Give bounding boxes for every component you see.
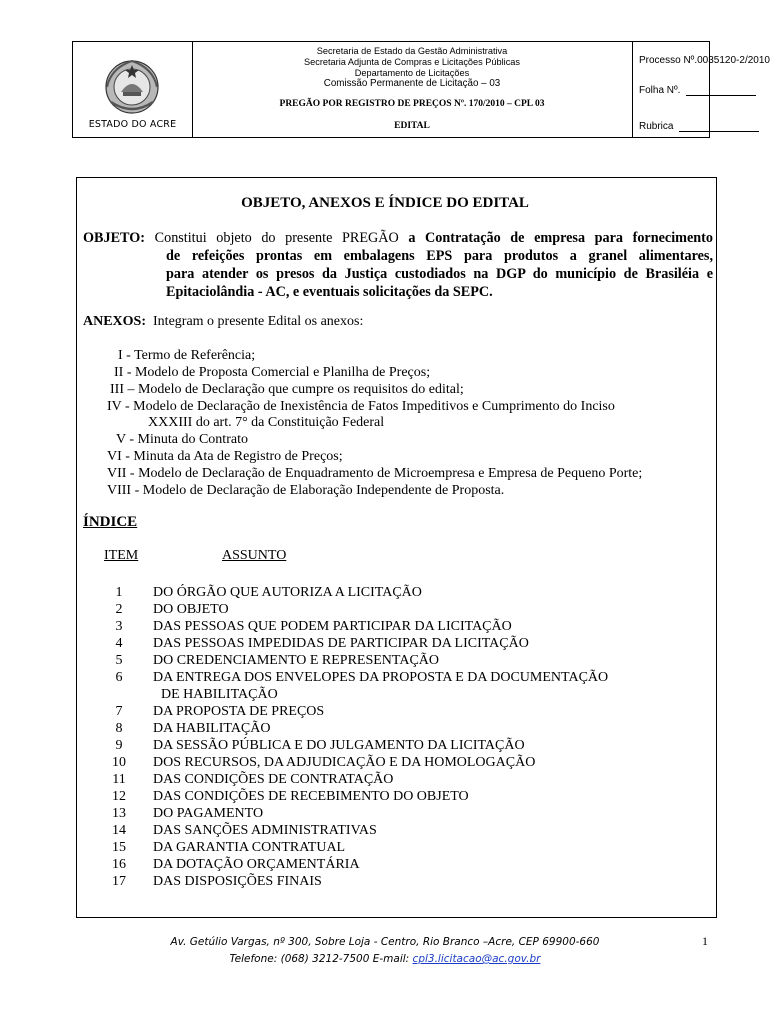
index-item-subject: DO PAGAMENTO xyxy=(153,806,264,821)
anexos-text: Integram o presente Edital os anexos: xyxy=(153,314,364,329)
state-name: ESTADO DO ACRE xyxy=(88,119,177,130)
index-item-subject: DO OBJETO xyxy=(153,602,229,617)
folha-field xyxy=(639,85,756,96)
annex-item: II - Modelo de Proposta Comercial e Planilha de Preços; xyxy=(114,365,431,380)
objeto-line-4: Epitaciolândia - AC, e eventuais solicitações da SEPC. xyxy=(166,284,493,300)
indice-heading: ÍNDICE xyxy=(83,514,138,530)
rubrica-field xyxy=(639,121,759,132)
edital-label: EDITAL xyxy=(394,121,430,131)
annex-item-continuation: XXXIII do art. 7° da Constituição Federal xyxy=(148,415,385,430)
index-item-subject: DE HABILITAÇÃO xyxy=(161,687,278,702)
header-logo-cell xyxy=(73,42,193,137)
index-item-subject: DAS SANÇÕES ADMINISTRATIVAS xyxy=(153,823,377,838)
processo-number: Processo Nº.0035120-2/2010 xyxy=(639,55,770,66)
org-line-3: Departamento de Licitações xyxy=(354,68,470,78)
index-item-subject: DA ENTREGA DOS ENVELOPES DA PROPOSTA E DA DOCUMENTAÇÃO xyxy=(153,670,609,685)
index-item-subject: DA HABILITAÇÃO xyxy=(153,721,271,736)
index-item-number: 1 xyxy=(115,585,123,600)
index-item-subject: DA PROPOSTA DE PREÇOS xyxy=(153,704,325,719)
index-item-subject: DA DOTAÇÃO ORÇAMENTÁRIA xyxy=(153,857,360,872)
rubrica-label: Rubrica xyxy=(639,121,674,132)
rubrica-blank xyxy=(679,122,759,132)
index-item-number: 7 xyxy=(115,704,123,719)
annex-item: VII - Modelo de Declaração de Enquadramento de Microempresa e Empresa de Pequeno Porte; xyxy=(107,466,643,481)
index-item-number: 4 xyxy=(115,636,123,651)
footer-contact xyxy=(0,951,770,968)
index-item-number: 12 xyxy=(112,789,126,804)
index-item-number: 11 xyxy=(112,772,126,787)
anexos-label: ANEXOS: xyxy=(83,314,147,329)
annex-item: III – Modelo de Declaração que cumpre os requisitos do edital; xyxy=(110,382,464,397)
footer-phone: Telefone: (068) 3212-7500 E-mail: xyxy=(229,953,410,965)
header-right-cell xyxy=(632,42,770,137)
index-item-number: 9 xyxy=(115,738,123,753)
footer-address: Av. Getúlio Vargas, nº 300, Sobre Loja - Centro, Rio Branco –Acre, CEP 69900-660 xyxy=(170,936,600,948)
objeto-line-3: para atender os presos da Justiça custodiados na DGP do município de Brasiléia e xyxy=(166,266,713,282)
objeto-line-2: de refeições prontas em embalagens EPS para produtos a granel alimentares, xyxy=(166,248,713,264)
column-header-item: ITEM xyxy=(104,548,139,563)
anexos-intro xyxy=(83,314,363,330)
folha-blank xyxy=(686,86,756,96)
document-header xyxy=(72,41,770,138)
objeto-label: OBJETO: xyxy=(83,230,146,246)
footer-email-link[interactable]: cpl3.licitacao@ac.gov.br xyxy=(412,953,541,965)
index-item-subject: DO ÓRGÃO QUE AUTORIZA A LICITAÇÃO xyxy=(153,585,422,600)
annex-item: VI - Minuta da Ata de Registro de Preços; xyxy=(107,449,343,464)
index-item-subject: DA SESSÃO PÚBLICA E DO JULGAMENTO DA LICITAÇÃO xyxy=(153,738,525,753)
index-item-subject: DAS CONDIÇÕES DE RECEBIMENTO DO OBJETO xyxy=(153,789,469,804)
index-item-subject: DA GARANTIA CONTRATUAL xyxy=(153,840,346,855)
objeto-paragraph xyxy=(83,229,713,300)
index-item-subject: DAS CONDIÇÕES DE CONTRATAÇÃO xyxy=(153,772,394,787)
org-line-1: Secretaria de Estado da Gestão Administrativa xyxy=(316,46,508,56)
index-item-subject: DAS PESSOAS IMPEDIDAS DE PARTICIPAR DA LICITAÇÃO xyxy=(153,636,529,651)
index-item-subject: DAS DISPOSIÇÕES FINAIS xyxy=(153,874,322,889)
index-item-number: 2 xyxy=(115,602,123,617)
index-item-number: 16 xyxy=(112,857,126,872)
document-title: OBJETO, ANEXOS E ÍNDICE DO EDITAL xyxy=(241,195,529,211)
folha-label: Folha Nº. xyxy=(639,85,681,96)
index-item-number: 6 xyxy=(115,670,123,685)
annex-item: I - Termo de Referência; xyxy=(118,348,256,363)
annex-item: IV - Modelo de Declaração de Inexistência de Fatos Impeditivos e Cumprimento do Inciso xyxy=(107,399,615,414)
index-item-number: 3 xyxy=(115,619,123,634)
index-item-number: 13 xyxy=(112,806,126,821)
column-header-assunto: ASSUNTO xyxy=(222,548,287,563)
header-center-cell xyxy=(192,42,633,137)
index-item-number: 8 xyxy=(115,721,123,736)
index-item-subject: DAS PESSOAS QUE PODEM PARTICIPAR DA LICITAÇÃO xyxy=(153,619,512,634)
commission-name: Comissão Permanente de Licitação – 03 xyxy=(323,78,501,89)
index-item-number: 5 xyxy=(115,653,123,668)
state-crest-icon xyxy=(101,56,163,118)
org-line-2: Secretaria Adjunta de Compras e Licitações Públicas xyxy=(303,57,521,67)
objeto-line-1 xyxy=(83,229,713,247)
page-number: 1 xyxy=(702,934,708,948)
index-item-subject: DO CREDENCIAMENTO E REPRESENTAÇÃO xyxy=(153,653,440,668)
index-item-number: 15 xyxy=(112,840,126,855)
index-item-subject: DOS RECURSOS, DA ADJUDICAÇÃO E DA HOMOLOGAÇÃO xyxy=(153,755,536,770)
objeto-intro: Constitui objeto do presente PREGÃO xyxy=(145,230,409,246)
index-item-number: 10 xyxy=(112,755,126,770)
pregao-number: PREGÃO POR REGISTRO DE PREÇOS Nº. 170/2010 – CPL 03 xyxy=(279,99,545,109)
annex-item: V - Minuta do Contrato xyxy=(116,432,248,447)
objeto-bold-start: a Contratação de empresa para fornecimento xyxy=(408,230,713,246)
annex-item: VIII - Modelo de Declaração de Elaboração Independente de Proposta. xyxy=(107,483,505,498)
index-item-number: 17 xyxy=(112,874,126,889)
page-footer xyxy=(0,934,770,968)
index-item-number: 14 xyxy=(112,823,126,838)
